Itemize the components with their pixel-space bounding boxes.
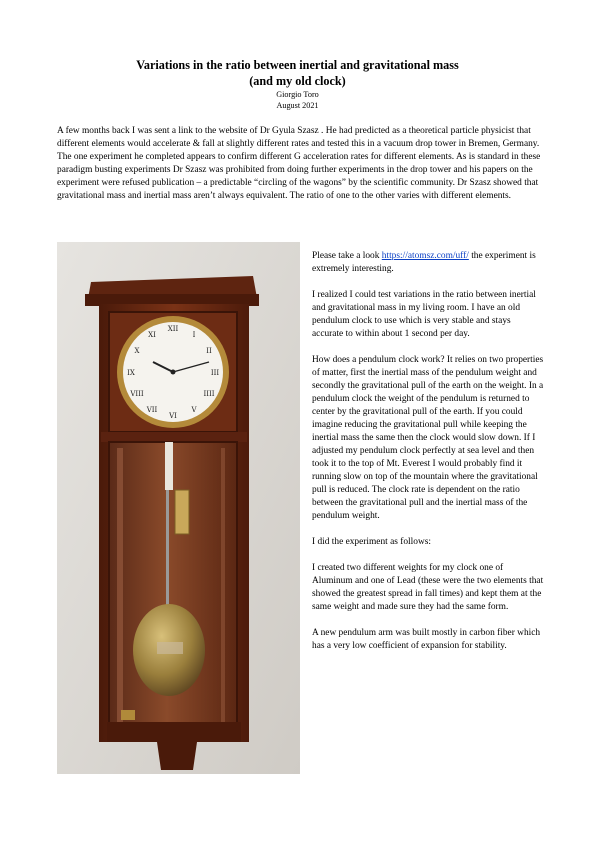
numeral-9: IX [127, 369, 135, 377]
link-lead-text: Please take a look [312, 251, 382, 261]
numeral-11: XI [148, 331, 156, 339]
right-column [312, 250, 544, 666]
atomsz-link[interactable]: https://atomsz.com/uff/ [381, 251, 469, 261]
paragraph-2: I realized I could test variations in the ratio between inertial and gravitational mass in my living room. I have an old pendulum clock to use which is very stable and stays accurate to within about 1 second per day. [312, 290, 536, 339]
author: Giorgio Toro [276, 90, 319, 99]
paragraph-4: I did the experiment as follows: [312, 537, 431, 547]
paragraph-6: A new pendulum arm was built mostly in carbon fiber which has a very low coefficient of expansion for stability. [312, 628, 541, 651]
numeral-5: V [191, 406, 197, 414]
intro-paragraph: A few months back I was sent a link to the website of Dr Gyula Szasz . He had predicted as a theoretical particle physicist that different elements would accelerate & fall at slightly different rates and tested this in a vacuum drop tower in Bremen, Germany. The one experiment he completed appears to confirm different G acceleration rates for different elements. As is standard in these paradigm busting experiments Dr Szasz was prohibited from doing further experiments in the drop tower and his papers on the experiment were refused publication – a predictable “circling of the wagons” by the scientific community. Dr Szasz showed that gravitational mass and inertial mass aren’t always equivalent. The ratio of one to the other varies with different elements. [57, 126, 541, 201]
numeral-8: VIII [130, 390, 144, 398]
clock-photo [57, 242, 300, 774]
pendulum-clock-image [57, 242, 300, 774]
paragraph-5: I created two different weights for my clock one of Aluminum and one of Lead (these were the two elements that showed the greatest spread in fall times) and kept them at the same weight and made sure they had the same form. [312, 563, 544, 612]
paragraph-3: How does a pendulum clock work? It relies on two properties of matter, first the inertial mass of the pendulum weight and secondly the gravitational pull of the earth on the weight. In a pendulum clock the weight of the pendulum is returned to center by the gravitational pull of the earth. If you could imagine reducing the gravitational pull while keeping the inertial mass the same then the clock would slow down. If I adjusted my pendulum clock perfectly at sea level and then took it to the top of Mt. Everest I would probably find it running slow on top of the mountain where the gravitational pull is reduced. The clock rate is dependent on the ratio between the gravitational pull and the inertial mass of the pendulum weight. [312, 355, 544, 521]
numeral-12: XII [167, 325, 179, 333]
numeral-1: I [192, 331, 196, 339]
numeral-4: IIII [203, 390, 215, 398]
numeral-6: VI [169, 412, 177, 420]
link-trail-text: the experiment is extremely interesting. [312, 251, 536, 274]
document-title [0, 57, 595, 89]
numeral-7: VII [146, 406, 158, 414]
numeral-10: X [134, 347, 140, 355]
numeral-2: II [206, 347, 212, 355]
title-line-1: Variations in the ratio between inertial and gravitational mass [136, 58, 459, 72]
date: August 2021 [276, 101, 319, 110]
numeral-3: III [210, 369, 220, 377]
paragraph-link [312, 250, 544, 276]
title-line-2: (and my old clock) [249, 74, 346, 88]
